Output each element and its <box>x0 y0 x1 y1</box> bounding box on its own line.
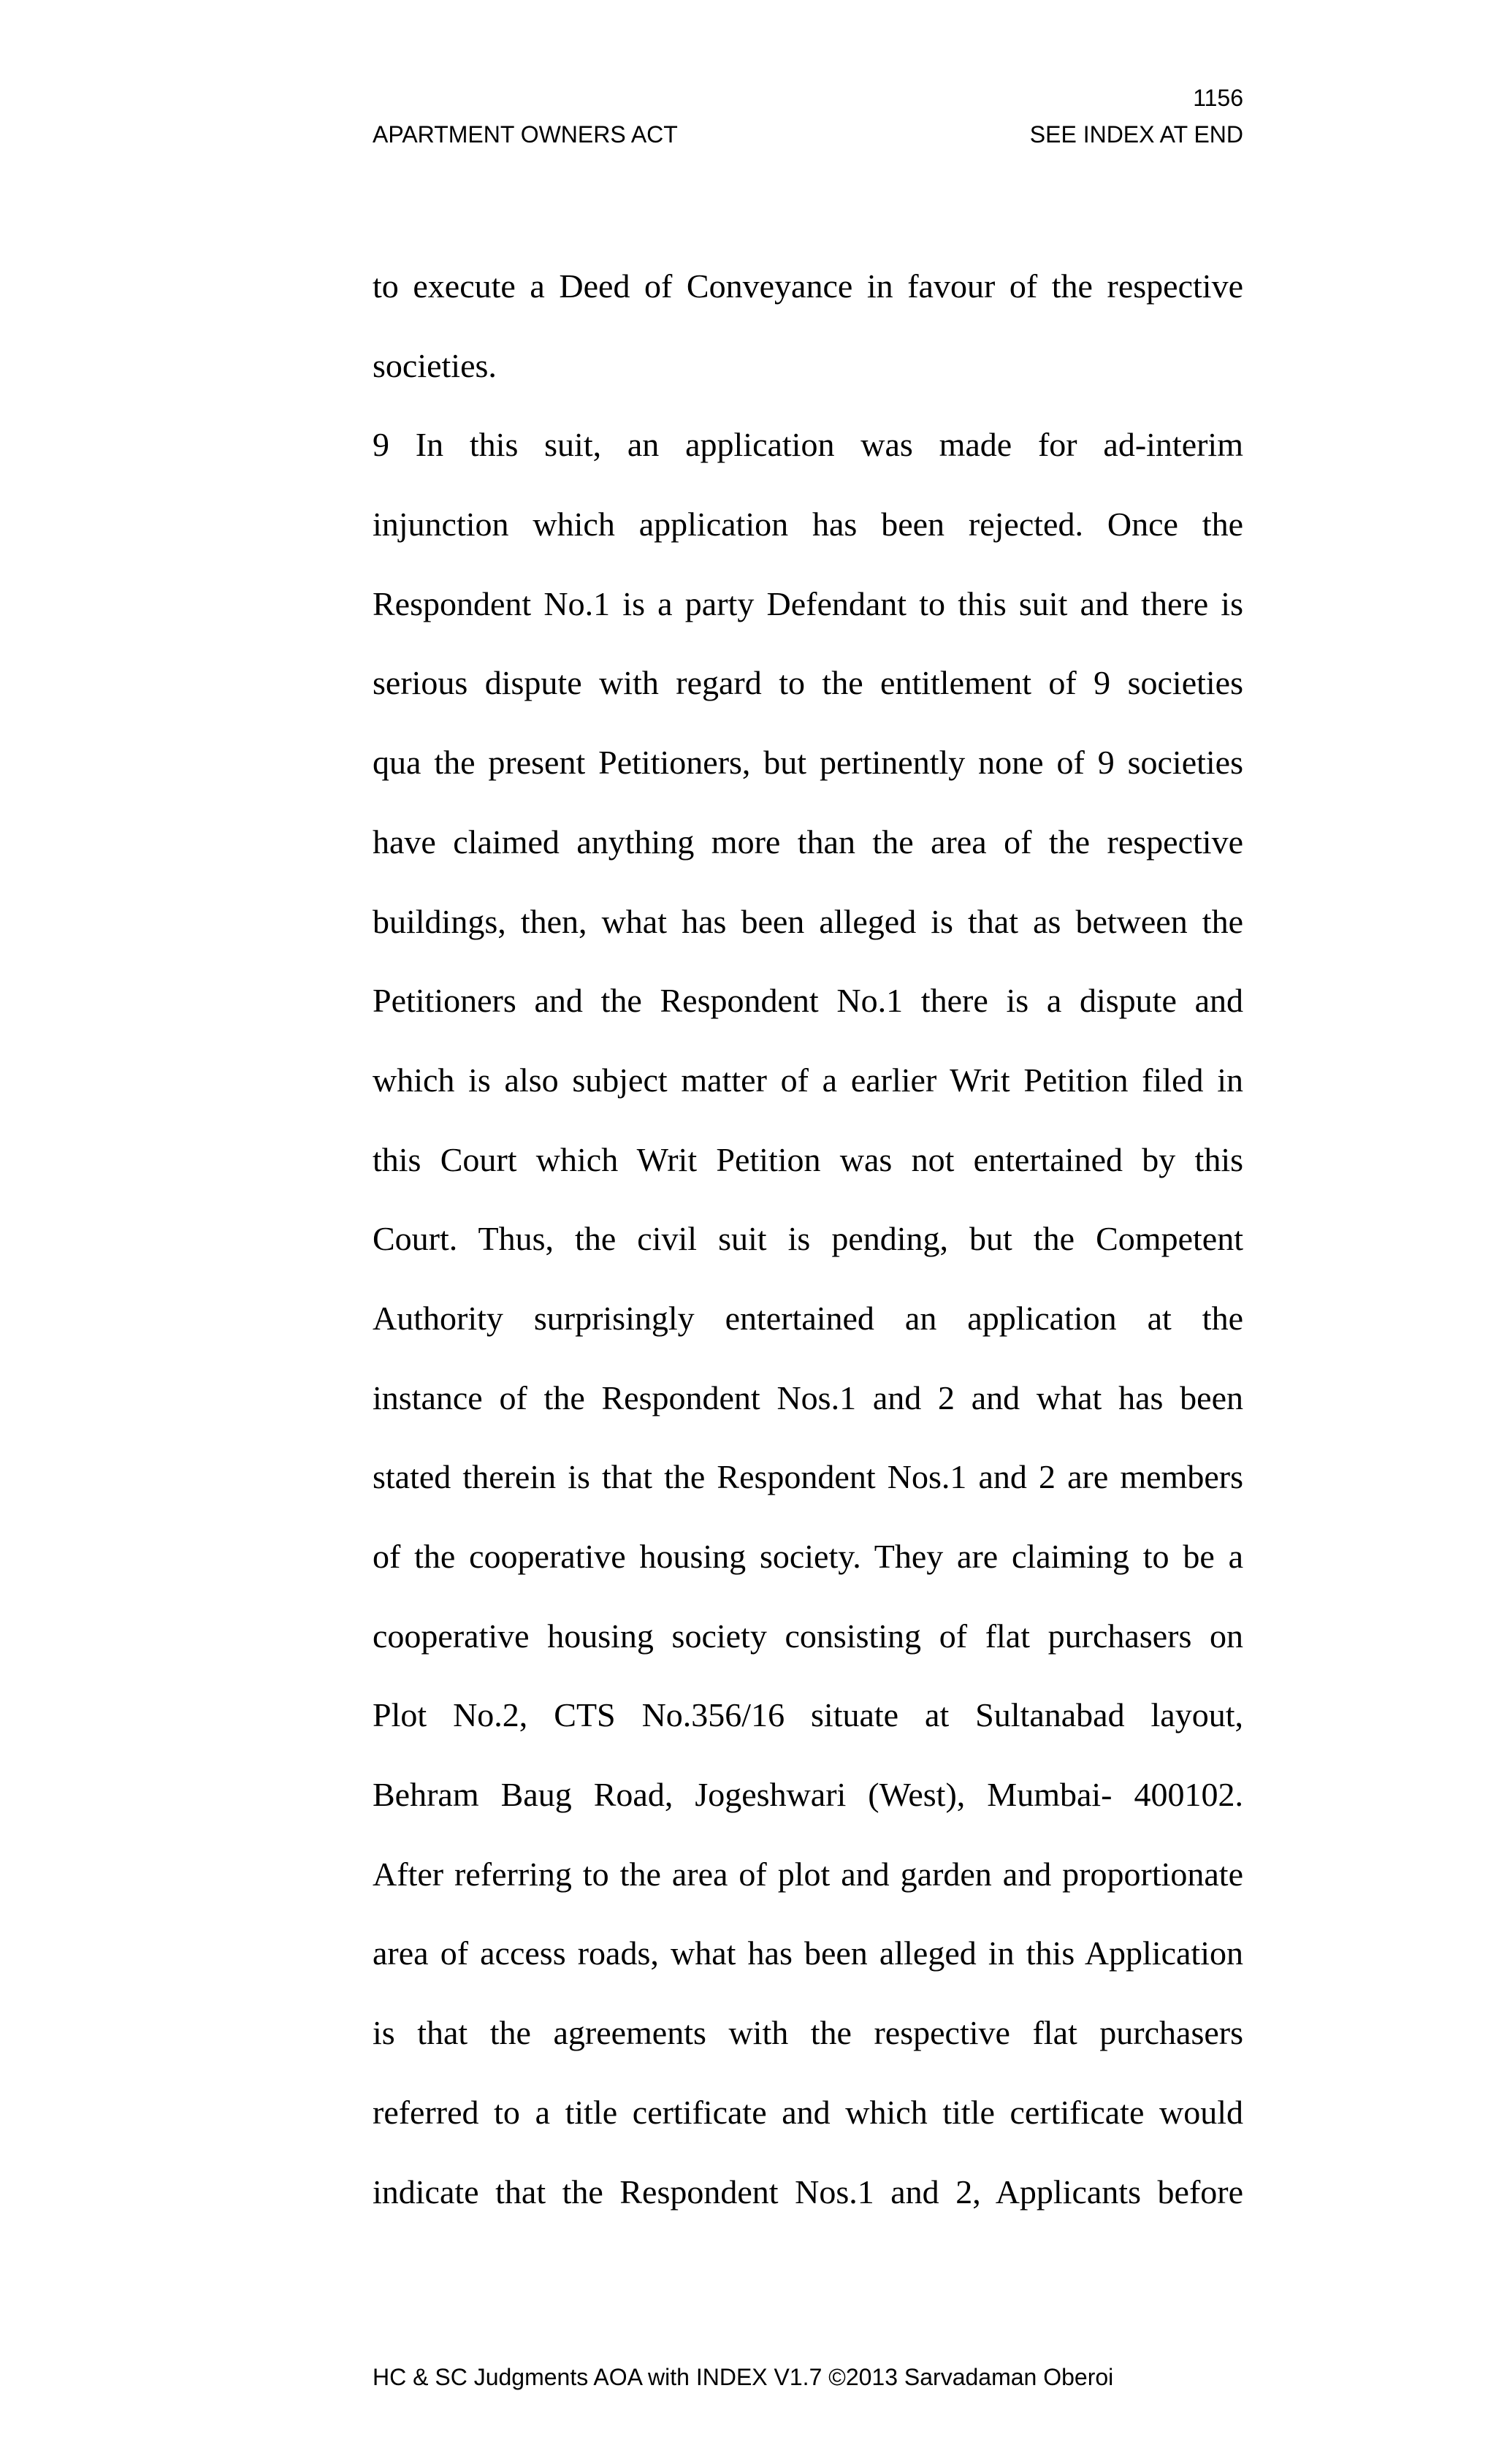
text-line: this Court which Writ Petition was not entertained by this <box>373 1140 1243 1178</box>
page-footer: HC & SC Judgments AOA with INDEX V1.7 ©2013 Sarvadaman Oberoi <box>373 2364 1114 2390</box>
text-line: Petitioners and the Respondent No.1 there is a dispute and <box>373 982 1243 1020</box>
text-line: cooperative housing society consisting of flat purchasers on <box>373 1617 1243 1655</box>
text-line: of the cooperative housing society. They are claiming to be a <box>373 1538 1243 1575</box>
text-line: is that the agreements with the respective flat purchasers <box>373 2014 1243 2052</box>
text-line: Behram Baug Road, Jogeshwari (West), Mumbai- 400102. <box>373 1776 1243 1814</box>
header-right-title: SEE INDEX AT END <box>1029 121 1243 148</box>
text-line: serious dispute with regard to the entitlement of 9 societies <box>373 664 1243 702</box>
judgment-body-text <box>373 259 1243 2244</box>
text-line: area of access roads, what has been alleged in this Application <box>373 1934 1243 1972</box>
page-number: 1156 <box>1193 85 1243 111</box>
text-line: qua the present Petitioners, but pertinently none of 9 societies <box>373 744 1243 782</box>
text-line: injunction which application has been rejected. Once the <box>373 506 1243 543</box>
running-header <box>373 123 1243 146</box>
paragraph-9-start: 9 In this suit, an application was made for ad-interim <box>373 426 1243 464</box>
text-line: referred to a title certificate and which title certificate would <box>373 2093 1243 2131</box>
text-line: to execute a Deed of Conveyance in favour of the respective <box>373 267 1243 305</box>
text-line: Plot No.2, CTS No.356/16 situate at Sultanabad layout, <box>373 1696 1243 1734</box>
text-line: Authority surprisingly entertained an application at the <box>373 1299 1243 1337</box>
text-line: After referring to the area of plot and garden and proportionate <box>373 1855 1243 1893</box>
text-line: societies. <box>373 346 497 384</box>
text-line: have claimed anything more than the area of the respective <box>373 823 1243 861</box>
text-line: Respondent No.1 is a party Defendant to this suit and there is <box>373 584 1243 622</box>
text-line: which is also subject matter of a earlier Writ Petition filed in <box>373 1061 1243 1099</box>
text-line: stated therein is that the Respondent Nos.1 and 2 are members <box>373 1458 1243 1496</box>
text-line: buildings, then, what has been alleged is that as between the <box>373 902 1243 940</box>
text-line: indicate that the Respondent Nos.1 and 2, Applicants before <box>373 2173 1243 2211</box>
text-line: Court. Thus, the civil suit is pending, but the Competent <box>373 1220 1243 1258</box>
header-left-title: APARTMENT OWNERS ACT <box>373 121 678 148</box>
text-line: instance of the Respondent Nos.1 and 2 and what has been <box>373 1378 1243 1416</box>
